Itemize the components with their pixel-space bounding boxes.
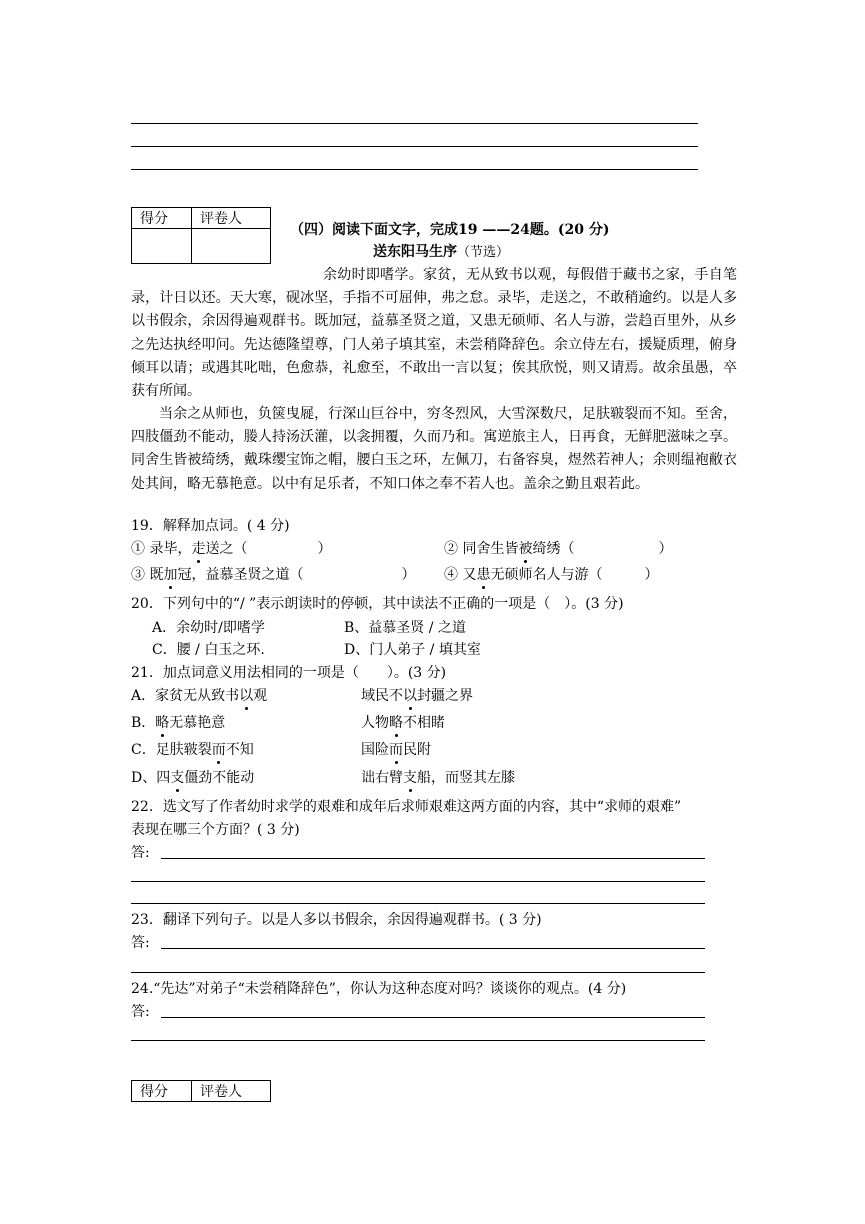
q24-answer-line[interactable] bbox=[161, 1017, 705, 1018]
q20-option-c: C．腰 / 白玉之环. bbox=[152, 642, 265, 658]
q21-option-a-left: A．家贫无从致书以观 bbox=[131, 688, 268, 704]
score-header: 得分 bbox=[132, 1081, 192, 1102]
passage-title-note: （节选） bbox=[457, 245, 510, 260]
q20-option-d: D、门人弟子 / 填其室 bbox=[344, 642, 481, 658]
q21-option-c-left: C．足肤皲裂而不知 bbox=[131, 742, 254, 758]
q21-stem: 21．加点词意义用法相同的一项是（ ）。(3 分) bbox=[131, 665, 447, 681]
passage-title: 送东阳马生序 bbox=[373, 244, 457, 260]
q22-answer-line[interactable] bbox=[161, 858, 705, 859]
answer-line bbox=[131, 169, 698, 170]
q23-answer-line[interactable] bbox=[161, 948, 705, 949]
q22-answer-line[interactable] bbox=[131, 881, 705, 882]
q24-answer-line[interactable] bbox=[131, 1040, 705, 1041]
section-subtitle bbox=[373, 243, 509, 262]
q23-answer-label: 答: bbox=[131, 935, 150, 951]
q19-item-3: ③ 既加冠，益慕圣贤之道（ ） bbox=[131, 567, 416, 583]
grader-header: 评卷人 bbox=[192, 1081, 271, 1102]
q22-stem-line-2: 表现在哪三个方面？( 3 分) bbox=[131, 822, 300, 838]
section-title: （四）阅读下面文字，完成19 ——24题。(20 分) bbox=[290, 222, 610, 238]
q23-stem: 23．翻译下列句子。以是人多以书假余，余因得遍观群书。( 3 分) bbox=[131, 912, 542, 928]
q21-option-d-right: 诎右臂支船，而竖其左膝 bbox=[361, 770, 515, 786]
grader-header: 评卷人 bbox=[192, 208, 271, 229]
score-box bbox=[131, 207, 271, 264]
q21-option-a-right: 域民不以封疆之界 bbox=[361, 688, 473, 704]
q22-stem-line-1: 22．选文写了作者幼时求学的艰难和成年后求师艰难这两方面的内容，其中“求师的艰难” bbox=[131, 799, 682, 815]
answer-line bbox=[131, 146, 698, 147]
q19-item-1: ① 录毕，走送之（ ） bbox=[131, 541, 332, 557]
q22-answer-label: 答: bbox=[131, 845, 150, 861]
score-cell[interactable] bbox=[132, 229, 192, 264]
q24-stem: 24.“先达”对弟子“未尝稍降辞色”，你认为这种态度对吗？谈谈你的观点。(4 分) bbox=[131, 981, 627, 997]
q21-option-d-left: D、四支僵劲不能动 bbox=[131, 770, 255, 786]
q21-option-b-left: B．略无慕艳意 bbox=[131, 715, 226, 731]
score-box bbox=[131, 1080, 271, 1102]
passage-paragraph-1: 余幼时即嗜学。家贫，无从致书以观，每假借于藏书之家，手自笔录，计日以还。天大寒，砚冰坚，手指不可屈伸，弗之怠。录毕，走送之，不敢稍逾约。以是人多以书假余，余因得遍观群书。既加冠，益慕圣贤之道，又患无硕师、名人与游，尝趋百里外，从乡之先达执经叩问。先达德隆望尊，门人弟子填其室，未尝稍降辞色。余立侍左右，援疑质理，俯身倾耳以请；或遇其叱咄，色愈恭，礼愈至，不敢出一言以复；俟其欣悦，则又请焉。故余虽愚，卒获有所闻。 bbox=[131, 267, 737, 400]
q20-option-a: A．余幼时/即嗜学 bbox=[152, 620, 265, 636]
score-header: 得分 bbox=[132, 208, 192, 229]
q19-stem: 19．解释加点词。( 4 分) bbox=[131, 518, 290, 534]
q20-stem: 20．下列句中的“/ ”表示朗读时的停顿，其中读法不正确的一项是（ ）。(3 分) bbox=[131, 596, 624, 612]
q20-option-b: B、益慕圣贤 / 之道 bbox=[344, 620, 466, 636]
q21-option-b-right: 人物略不相睹 bbox=[361, 715, 445, 731]
q19-item-2: ② 同舍生皆被绮绣（ ） bbox=[444, 541, 673, 557]
answer-line bbox=[131, 123, 698, 124]
grader-cell[interactable] bbox=[192, 229, 271, 264]
q19-item-4: ④ 又患无硕师名人与游（ ） bbox=[444, 567, 659, 583]
passage-paragraph-2: 当余之从师也，负箧曳屣，行深山巨谷中，穷冬烈风，大雪深数尺，足肤皲裂而不知。至舍，四肢僵劲不能动，媵人持汤沃灌，以衾拥覆，久而乃和。寓逆旅主人，日再食，无鲜肥滋味之享。同舍生皆被绮绣，戴珠缨宝饰之帽，腰白玉之环，左佩刀，右备容臭，煜然若神人；余则缊袍敝衣处其间，略无慕艳意。以中有足乐者，不知口体之奉不若人也。盖余之勤且艰若此。 bbox=[131, 406, 737, 492]
q22-answer-line[interactable] bbox=[131, 903, 705, 904]
q23-answer-line[interactable] bbox=[131, 972, 705, 973]
q24-answer-label: 答: bbox=[131, 1004, 150, 1020]
q21-option-c-right: 国险而民附 bbox=[361, 742, 431, 758]
